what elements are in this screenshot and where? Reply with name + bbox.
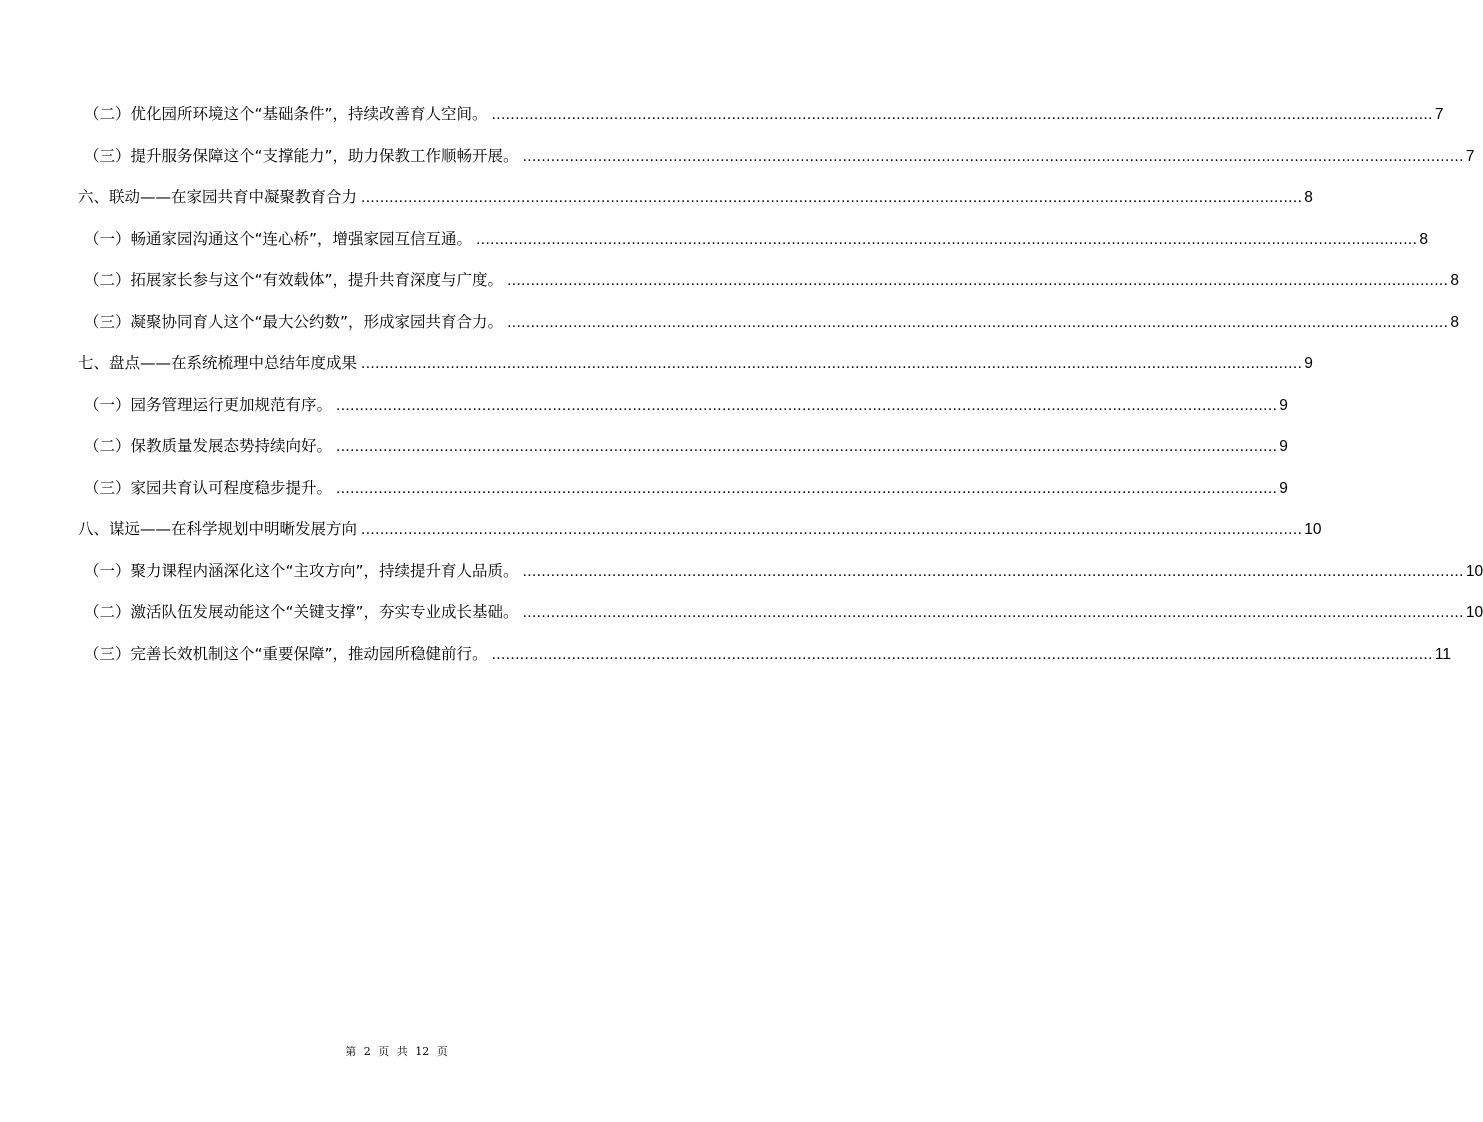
table-of-contents xyxy=(78,102,1483,683)
toc-heading-title: 六、联动——在家园共育中凝聚教育合力 xyxy=(78,188,358,206)
toc-entry[interactable] xyxy=(78,434,1288,476)
toc-entry-page: 8 xyxy=(1419,230,1428,248)
toc-entry-page: 8 xyxy=(1450,272,1459,289)
toc-heading-page: 8 xyxy=(1304,189,1313,206)
toc-entry-page: 11 xyxy=(1434,645,1451,663)
toc-entry[interactable] xyxy=(78,393,1288,435)
toc-entry-title: （二）优化园所环境这个“基础条件”，持续改善育人空间。 xyxy=(84,105,488,123)
toc-entry-title: （三）家园共育认可程度稳步提升。 xyxy=(84,478,333,497)
toc-heading[interactable] xyxy=(78,351,1313,393)
toc-entry-page: 9 xyxy=(1279,438,1288,455)
toc-entry[interactable] xyxy=(78,144,1475,186)
toc-entry-page: 7 xyxy=(1434,106,1444,123)
toc-leader-dots: ........................................................................................................................................................................................................ xyxy=(336,479,1278,497)
toc-leader-dots: ........................................................................................................................................................................................................ xyxy=(491,645,1433,663)
toc-heading-title: 八、谋远——在科学规划中明晰发展方向 xyxy=(78,520,358,538)
page-footer: 第 2 页 共 12 页 xyxy=(345,1045,448,1058)
toc-entry-title: （二）拓展家长参与这个“有效载体”，提升共育深度与广度。 xyxy=(84,271,504,289)
toc-heading[interactable] xyxy=(78,185,1313,227)
toc-entry[interactable] xyxy=(78,476,1288,518)
toc-entry-page: 9 xyxy=(1279,479,1288,497)
toc-entry-title: （二）激活队伍发展动能这个“关键支撑”，夯实专业成长基础。 xyxy=(84,603,519,621)
toc-entry[interactable] xyxy=(78,310,1459,352)
toc-leader-dots: ........................................................................................................................................................................................................ xyxy=(476,230,1418,248)
toc-entry-page: 8 xyxy=(1450,313,1459,331)
toc-leader-dots: ........................................................................................................................................................................................................ xyxy=(507,272,1449,289)
toc-leader-dots: ........................................................................................................................................................................................................ xyxy=(336,396,1278,414)
toc-entry-title: （一）聚力课程内涵深化这个“主攻方向”，持续提升育人品质。 xyxy=(84,561,519,580)
toc-entry-title: （二）保教质量发展态势持续向好。 xyxy=(84,437,333,455)
toc-leader-dots: ........................................................................................................................................................................................................ xyxy=(336,438,1278,455)
toc-entry[interactable] xyxy=(78,227,1428,269)
toc-entry[interactable] xyxy=(78,559,1483,601)
toc-leader-dots: ........................................................................................................................................................................................................ xyxy=(507,313,1449,331)
toc-entry-title: （一）园务管理运行更加规范有序。 xyxy=(84,395,333,414)
toc-leader-dots: ........................................................................................................................................................................................................ xyxy=(361,521,1303,538)
toc-heading-page: 10 xyxy=(1304,521,1322,538)
toc-leader-dots: ........................................................................................................................................................................................................ xyxy=(522,147,1464,165)
toc-entry[interactable] xyxy=(78,268,1459,310)
toc-entry-page: 10 xyxy=(1465,604,1483,621)
toc-entry-title: （一）畅通家园沟通这个“连心桥”，增强家园互信互通。 xyxy=(84,229,473,248)
toc-entry-title: （三）提升服务保障这个“支撑能力”，助力保教工作顺畅开展。 xyxy=(84,146,519,165)
toc-leader-dots: ........................................................................................................................................................................................................ xyxy=(522,604,1464,621)
toc-heading-title: 七、盘点——在系统梳理中总结年度成果 xyxy=(78,354,358,372)
toc-entry-title: （三）完善长效机制这个“重要保障”，推动园所稳健前行。 xyxy=(84,644,488,663)
toc-entry-title: （三）凝聚协同育人这个“最大公约数”，形成家园共育合力。 xyxy=(84,312,504,331)
toc-leader-dots: ........................................................................................................................................................................................................ xyxy=(361,355,1303,372)
toc-entry-page: 9 xyxy=(1279,396,1288,414)
toc-leader-dots: ........................................................................................................................................................................................................ xyxy=(491,106,1433,123)
toc-entry[interactable] xyxy=(78,102,1444,144)
toc-entry-page: 10 xyxy=(1465,562,1483,580)
toc-heading[interactable] xyxy=(78,517,1322,559)
toc-entry[interactable] xyxy=(78,600,1483,642)
toc-heading-page: 9 xyxy=(1304,355,1313,372)
toc-leader-dots: ........................................................................................................................................................................................................ xyxy=(361,189,1303,206)
toc-entry[interactable] xyxy=(78,642,1451,684)
toc-entry-page: 7 xyxy=(1465,147,1475,165)
toc-leader-dots: ........................................................................................................................................................................................................ xyxy=(522,562,1464,580)
